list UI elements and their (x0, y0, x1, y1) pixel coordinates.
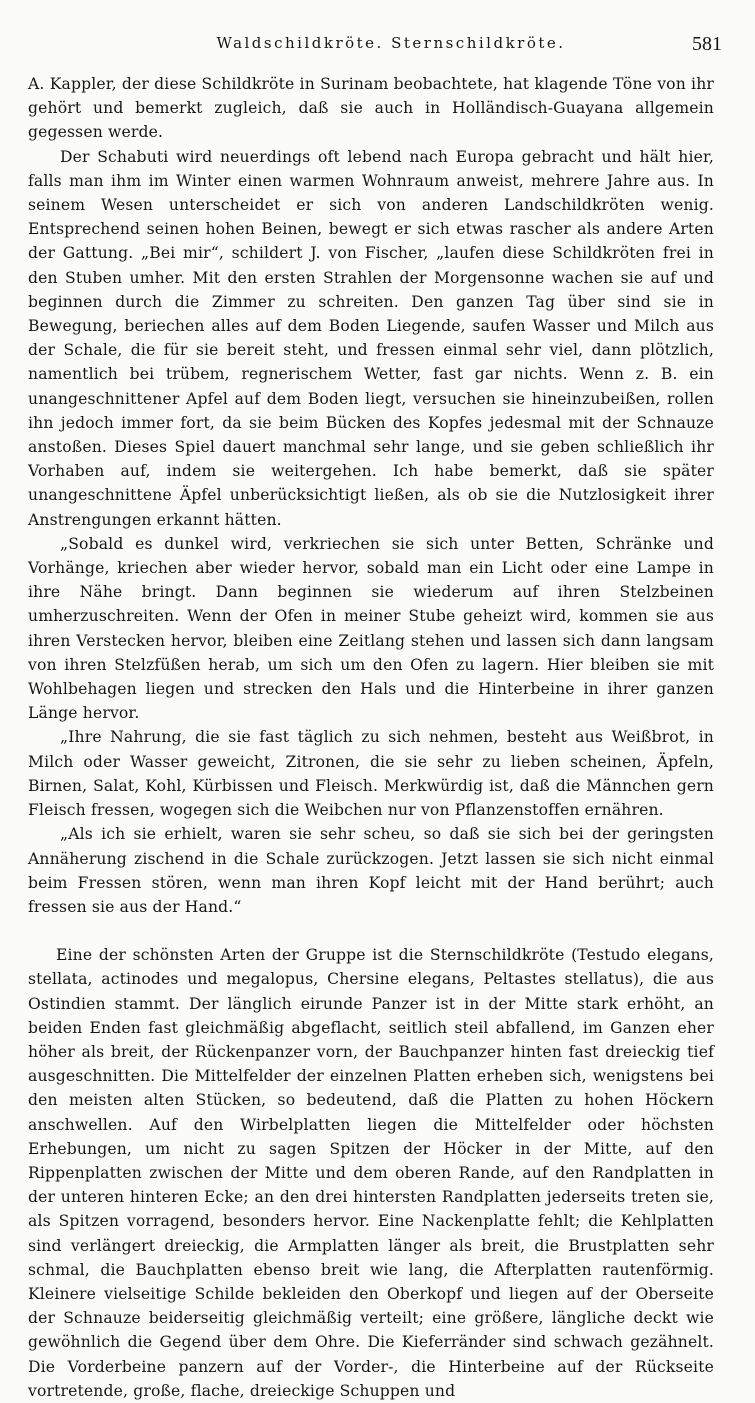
book-page (28, 33, 722, 1403)
running-title: Waldschildkröte. Sternschildkröte. (216, 34, 566, 52)
paragraph-sternschildkroete: Eine der schönsten Arten der Gruppe ist die Sternschildkröte (Testudo elegans, stellata, actinodes und megalopus, Chersine elegans, Peltastes stellatus), die aus Ostindien stammt. Der länglich eirunde Panzer ist in der Mitte stark erhöht, an beiden Enden fast gleichmäßig abgeflacht, seitlich steil abfallend, im Ganzen eher höher als breit, der Rückenpanzer vorn, der Bauchpanzer hinten fast dreieckig tief ausgeschnitten. Die Mittelfelder der einzelnen Platten erheben sich, wenigstens bei den meisten alten Stücken, so bedeutend, daß die Platten zu hohen Höckern anschwellen. Auf den Wirbelplatten liegen die Mittelfelder oder höchsten Erhebungen, um nicht zu sagen Spitzen der Höcker in der Mitte, auf den Rippenplatten zwischen der Mitte und dem oberen Rande, auf den Randplatten in der unteren hinteren Ecke; an den drei hintersten Randplatten jederseits treten sie, als Spitzen vorragend, besonders hervor. Eine Nackenplatte fehlt; die Kehlplatten sind verlängert dreieckig, die Armplatten länger als breit, die Brustplatten sehr schmal, die Bauchplatten ebenso breit wie lang, die Afterplatten rautenförmig. Kleinere vielseitige Schilde bekleiden den Oberkopf und liegen auf der Oberseite der Schnauze beiderseitig gleichmäßig verteilt; eine größere, längliche deckt wie gewöhnlich die Gegend über dem Ohre. Die Kieferränder sind schwach gezähnelt. Die Vorderbeine panzern auf der Vorder-, die Hinterbeine auf der Rückseite vortretende, große, flache, dreieckige Schuppen und (28, 946, 714, 1400)
body-text (28, 72, 714, 1403)
paragraph-quote-food: „Ihre Nahrung, die sie fast täglich zu sich nehmen, besteht aus Weißbrot, in Milch oder Wasser geweicht, Zitronen, die sie sehr zu lieben scheinen, Äpfeln, Birnen, Salat, Kohl, Kürbissen und Fleisch. Merkwürdig ist, daß die Männchen gern Fleisch fressen, wogegen sich die Weibchen nur von Pflanzenstoffen ernähren. (28, 728, 714, 820)
paragraph-kappler: A. Kappler, der diese Schildkröte in Surinam beobachtete, hat klagende Töne von ihr gehört und bemerkt zugleich, daß sie auch in Holländisch-Guayana allgemein gegessen werde. (28, 75, 714, 142)
page-number: 581 (692, 33, 722, 55)
paragraph-quote-evening: „Sobald es dunkel wird, verkriechen sie sich unter Betten, Schränke und Vorhänge, kriechen aber wieder hervor, sobald man ein Licht oder eine Lampe in ihre Nähe bringt. Dann beginnen sie wiederum auf ihren Stelzbeinen umherzuschreiten. Wenn der Ofen in meiner Stube geheizt wird, kommen sie aus ihren Verstecken hervor, bleiben eine Zeitlang stehen und lassen sich dann langsam von ihren Stelzfüßen herab, um sich um den Ofen zu lagern. Hier bleiben sie mit Wohlbehagen liegen und strecken den Hals und die Hinterbeine in ihrer ganzen Länge hervor. (28, 534, 714, 723)
running-header (28, 33, 722, 58)
paragraph-schabuti: Der Schabuti wird neuerdings oft lebend nach Europa gebracht und hält hier, falls man ihm im Winter einen warmen Wohnraum anweist, mehrere Jahre aus. In seinem Wesen unterscheidet er sich von anderen Landschildkröten wenig. Entsprechend seinen hohen Beinen, bewegt er sich etwas rascher als andere Arten der Gattung. „Bei mir“, schildert J. von Fischer, „laufen diese Schildkröten frei in den Stuben umher. Mit den ersten Strahlen der Morgensonne wachen sie auf und beginnen durch die Zimmer zu schreiten. Den ganzen Tag über sind sie in Bewegung, beriechen alles auf dem Boden Liegende, saufen Wasser und Milch aus der Schale, die für sie bereit steht, und fressen einmal sehr viel, dann plötzlich, namentlich bei trübem, regnerischem Wetter, fast gar nichts. Wenn z. B. ein unangeschnittener Apfel auf dem Boden liegt, versuchen sie hineinzubeißen, rollen ihn jedoch immer fort, da sie beim Bücken des Kopfes jedesmal mit der Schnauze anstoßen. Dieses Spiel dauert manchmal sehr lange, und sie geben schließlich ihr Vorhaben auf, indem sie weitergehen. Ich habe bemerkt, daß sie später unangeschnittene Äpfel unberücksichtigt ließen, als ob sie die Nutzlosigkeit ihrer Anstrengungen erkannt hätten. (28, 147, 714, 529)
paragraph-quote-shy: „Als ich sie erhielt, waren sie sehr scheu, so daß sie sich bei der geringsten Annäherung zischend in die Schale zurückzogen. Jetzt lassen sie sich nicht einmal beim Fressen stören, wenn man ihren Kopf leicht mit der Hand berührt; auch fressen sie aus der Hand.“ (28, 825, 714, 916)
